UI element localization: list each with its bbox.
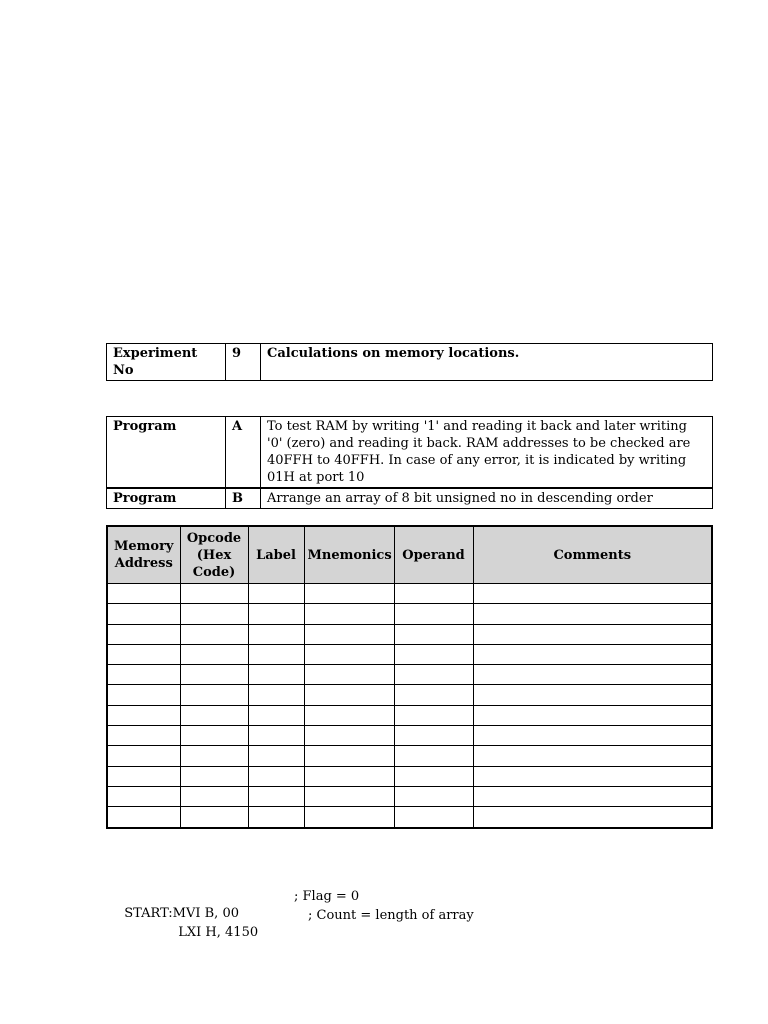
table-cell (473, 705, 712, 725)
table-cell (394, 705, 473, 725)
table-cell (394, 665, 473, 685)
table-cell (107, 807, 180, 828)
program-a-table (106, 416, 713, 488)
table-cell (107, 766, 180, 786)
table-cell (180, 624, 248, 644)
table-cell (473, 726, 712, 746)
table-cell (304, 644, 394, 664)
program-b-description: Arrange an array of 8 bit unsigned no in descending order (261, 489, 713, 509)
table-cell (180, 746, 248, 766)
header-mnemonics: Mnemonics (304, 526, 394, 584)
table-cell (248, 786, 304, 806)
table-cell (473, 746, 712, 766)
table-cell (394, 685, 473, 705)
table-cell (394, 766, 473, 786)
table-cell (180, 604, 248, 624)
header-operand: Operand (394, 526, 473, 584)
code-instruction: LXI H, 4150 (178, 925, 259, 940)
table-cell (180, 786, 248, 806)
program-table (106, 525, 713, 829)
table-body (107, 584, 712, 828)
code-comment: ; Flag = 0 (294, 889, 360, 904)
table-cell (248, 726, 304, 746)
table-cell (248, 604, 304, 624)
table-row (107, 726, 712, 746)
experiment-number: 9 (226, 344, 261, 381)
header-label: Label (248, 526, 304, 584)
table-row (107, 807, 712, 828)
table-cell (304, 746, 394, 766)
table-cell (180, 726, 248, 746)
table-row (107, 786, 712, 806)
table-cell (473, 766, 712, 786)
code-comment: ; Count = length of array (308, 908, 474, 923)
table-cell (473, 786, 712, 806)
table-cell (180, 705, 248, 725)
table-cell (394, 726, 473, 746)
table-cell (107, 746, 180, 766)
table-cell (304, 685, 394, 705)
table-cell (304, 807, 394, 828)
table-cell (473, 665, 712, 685)
table-cell (180, 584, 248, 604)
code-instruction: START:MVI B, 00 (124, 906, 239, 921)
table-cell (107, 705, 180, 725)
table-cell (180, 807, 248, 828)
table-cell (248, 624, 304, 644)
table-row (107, 604, 712, 624)
table-cell (248, 665, 304, 685)
table-cell (304, 705, 394, 725)
header-opcode: Opcode (Hex Code) (180, 526, 248, 584)
experiment-header-table (106, 343, 713, 381)
table-cell (473, 624, 712, 644)
experiment-label: Experiment No (107, 344, 226, 381)
table-cell (248, 685, 304, 705)
table-cell (107, 604, 180, 624)
program-a-letter: A (226, 417, 261, 488)
table-cell (473, 604, 712, 624)
table-cell (107, 584, 180, 604)
table-cell (304, 786, 394, 806)
table-row (107, 665, 712, 685)
table-cell (394, 624, 473, 644)
table-cell (394, 746, 473, 766)
table-row (107, 584, 712, 604)
table-cell (248, 807, 304, 828)
program-b-letter: B (226, 489, 261, 509)
table-cell (473, 807, 712, 828)
table-row (107, 766, 712, 786)
table-cell (248, 705, 304, 725)
table-cell (248, 644, 304, 664)
table-cell (304, 604, 394, 624)
program-b-table (106, 488, 713, 509)
table-row (107, 705, 712, 725)
table-cell (248, 746, 304, 766)
table-cell (248, 584, 304, 604)
header-comments: Comments (473, 526, 712, 584)
code-line-2 (170, 907, 474, 941)
table-cell (107, 644, 180, 664)
experiment-title: Calculations on memory locations. (261, 344, 713, 381)
table-cell (473, 685, 712, 705)
table-cell (394, 584, 473, 604)
table-cell (304, 766, 394, 786)
table-cell (180, 766, 248, 786)
table-cell (304, 726, 394, 746)
table-cell (248, 766, 304, 786)
table-cell (473, 584, 712, 604)
table-row (107, 685, 712, 705)
table-cell (107, 665, 180, 685)
table-cell (394, 604, 473, 624)
table-cell (304, 584, 394, 604)
table-header-row (107, 526, 712, 584)
table-cell (304, 665, 394, 685)
table-row (107, 644, 712, 664)
table-cell (180, 644, 248, 664)
table-cell (107, 624, 180, 644)
table-cell (107, 786, 180, 806)
table-cell (394, 807, 473, 828)
program-a-label: Program (107, 417, 226, 488)
table-cell (473, 644, 712, 664)
program-b-label: Program (107, 489, 226, 509)
table-row (107, 746, 712, 766)
table-cell (394, 786, 473, 806)
table-cell (304, 624, 394, 644)
table-row (107, 624, 712, 644)
program-a-description: To test RAM by writing '1' and reading it back and later writing '0' (zero) and reading it back. RAM addresses to be checked are 40FFH to 40FFH. In case of any error, it is indicated by writing 01H at port 10 (261, 417, 713, 488)
table-cell (394, 644, 473, 664)
table-cell (180, 665, 248, 685)
table-cell (107, 685, 180, 705)
table-cell (180, 685, 248, 705)
header-memory-address: Memory Address (107, 526, 180, 584)
table-cell (107, 726, 180, 746)
